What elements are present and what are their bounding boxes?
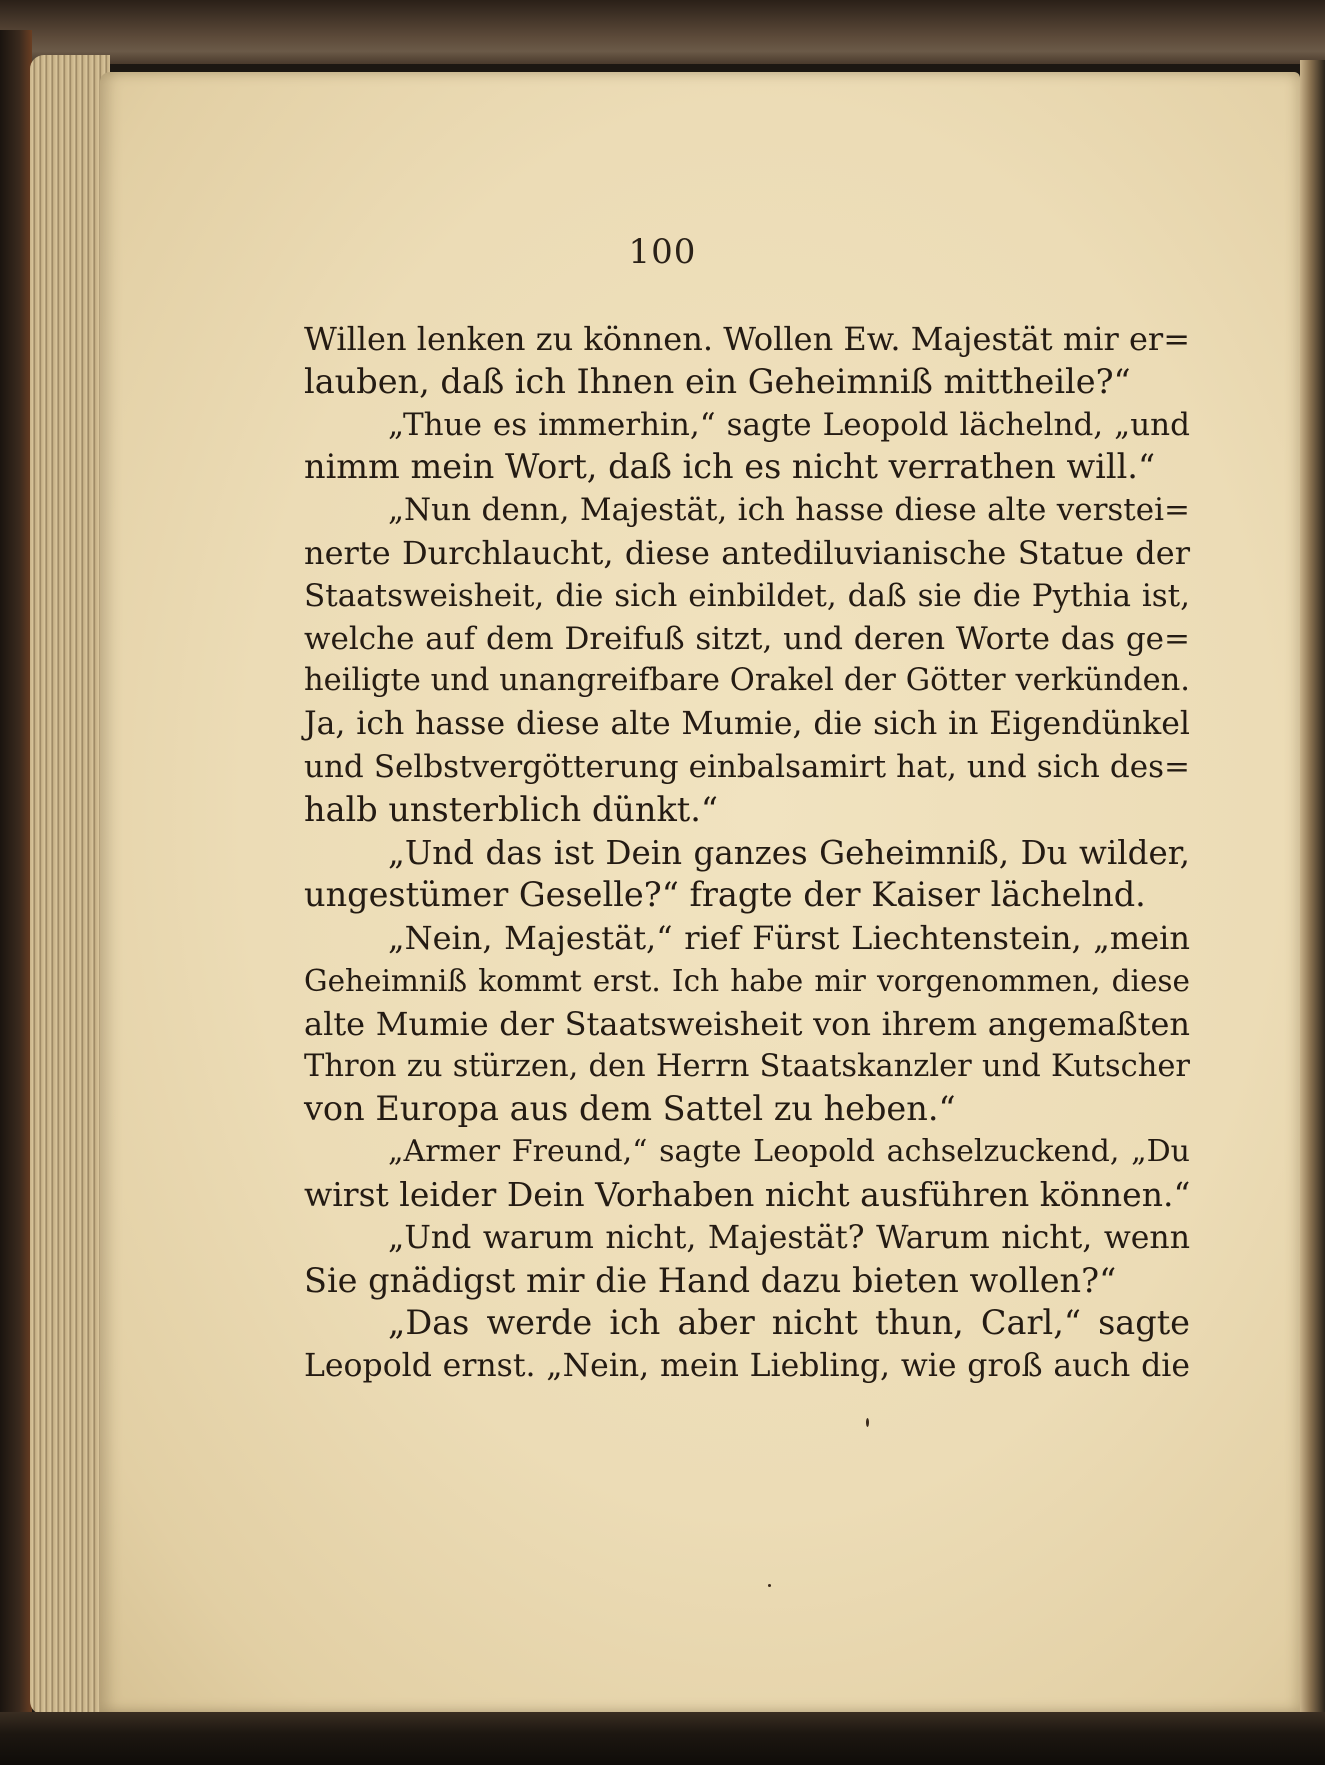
page-number: 100 (628, 232, 697, 272)
page-text (304, 318, 1190, 1388)
facing-page-edge (1300, 60, 1325, 1720)
text-line: Ja, ich hasse diese alte Mumie, die sich in Eigendünkel (304, 706, 1190, 743)
text-line: Staatsweisheit, die sich einbildet, daß sie die Pythia ist, (304, 577, 1190, 614)
text-line: Thron zu stürzen, den Herrn Staatskanzler und Kutscher (304, 1048, 1190, 1084)
text-line: welche auf dem Dreifuß sitzt, und deren Worte das ge= (304, 620, 1190, 657)
text-line: „Das werde ich aber nicht thun, Carl,“ sagte (388, 1303, 1190, 1343)
text-line: heiligte und unangreifbare Orakel der Götter verkünden. (304, 663, 1190, 699)
text-line: Willen lenken zu können. Wollen Ew. Majestät mir er= (304, 320, 1190, 358)
book-cover-top (0, 0, 1325, 64)
book-cover-left (0, 30, 32, 1730)
text-line: ungestümer Geselle?“ fragte der Kaiser lächelnd. (304, 875, 1146, 915)
ink-speck (866, 1418, 869, 1427)
text-line: halb unsterblich dünkt.“ (304, 789, 718, 829)
text-line: wirst leider Dein Vorhaben nicht ausführen können.“ (304, 1174, 1191, 1214)
text-line: Sie gnädigst mir die Hand dazu bieten wollen?“ (304, 1260, 1117, 1300)
ink-speck (768, 1584, 771, 1587)
text-line: Geheimniß kommt erst. Ich habe mir vorgenommen, diese (304, 963, 1190, 998)
page-stack-edge (30, 55, 110, 1715)
text-line: Leopold ernst. „Nein, mein Liebling, wie groß auch die (304, 1348, 1190, 1385)
text-line: von Europa aus dem Sattel zu heben.“ (304, 1089, 956, 1129)
text-line: lauben, daß ich Ihnen ein Geheimniß mittheile?“ (304, 361, 1131, 401)
text-line: alte Mumie der Staatsweisheit von ihrem angemaßten (304, 1004, 1190, 1043)
text-line: nimm mein Wort, daß ich es nicht verrathen will.“ (304, 447, 1156, 487)
text-line: „Nun denn, Majestät, ich hasse diese alte verstei= (388, 492, 1190, 529)
book-cover-bottom (0, 1712, 1325, 1765)
text-line: „Armer Freund,“ sagte Leopold achselzuckend, „Du (388, 1134, 1190, 1170)
text-line: „Nein, Majestät,“ rief Fürst Liechtenstein, „mein (388, 919, 1190, 958)
text-line: „Thue es immerhin,“ sagte Leopold lächelnd, „und (388, 406, 1190, 443)
text-line: „Und warum nicht, Majestät? Warum nicht, wenn (388, 1219, 1190, 1256)
text-line: „Und das ist Dein ganzes Geheimniß, Du wilder, (388, 833, 1190, 872)
text-line: und Selbstvergötterung einbalsamirt hat, und sich des= (304, 748, 1190, 785)
text-line: nerte Durchlaucht, diese antediluvianische Statue der (304, 533, 1190, 572)
